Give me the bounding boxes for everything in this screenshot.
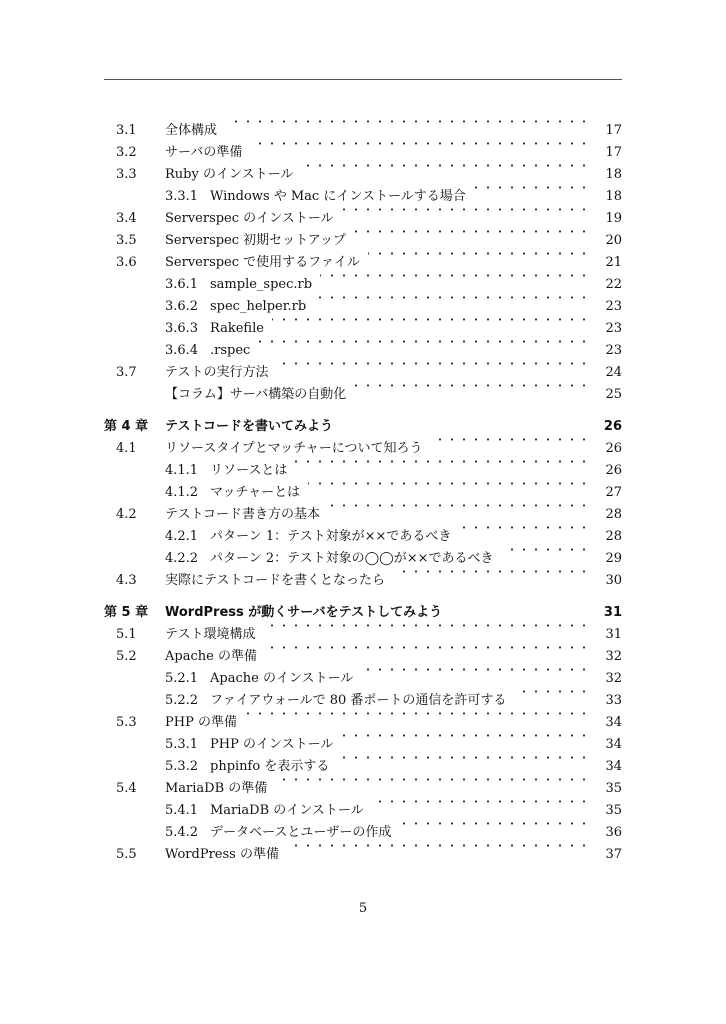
dot-leader <box>314 296 590 299</box>
section-number: 3.7 <box>116 365 137 380</box>
page-number: 21 <box>605 255 622 270</box>
toc-entry-3-5[interactable] <box>0 230 726 252</box>
section-title: Apache の準備 <box>165 649 257 664</box>
section-title: サーバの準備 <box>165 145 243 160</box>
chapter-number: 第 5 章 <box>104 605 149 620</box>
page-number: 18 <box>605 189 622 204</box>
page-number: 34 <box>605 715 622 730</box>
toc-entry-5-3-1[interactable] <box>0 734 726 756</box>
dot-leader <box>459 526 590 529</box>
toc-entry-4-2-2[interactable] <box>0 548 726 570</box>
subsection-number: 3.6.2 <box>165 299 199 314</box>
section-number: 4.3 <box>116 573 137 588</box>
dot-leader <box>301 164 590 167</box>
section-title: MariaDB の準備 <box>165 781 268 796</box>
subsection-title: MariaDB のインストール <box>210 803 364 818</box>
toc-entry-4-2[interactable] <box>0 504 726 526</box>
toc-entry-3-4[interactable] <box>0 208 726 230</box>
toc-entry-5-4-2[interactable] <box>0 822 726 844</box>
subsection-title: パターン 1：テスト対象が××であるべき <box>210 529 452 544</box>
section-title: テストの実行方法 <box>165 365 269 380</box>
page-number: 23 <box>605 343 622 358</box>
page-number: 28 <box>605 529 622 544</box>
dot-leader <box>337 756 590 759</box>
toc-entry-5-4-1[interactable] <box>0 800 726 822</box>
page-number: 17 <box>605 145 622 160</box>
toc-entry-3-1[interactable] <box>0 120 726 142</box>
subsection-number: 3.3.1 <box>165 189 199 204</box>
section-number: 3.4 <box>116 211 137 226</box>
subsection-title: phpinfo を表示する <box>210 759 330 774</box>
page-number: 24 <box>605 365 622 380</box>
toc-entry-4-3[interactable] <box>0 570 726 592</box>
page-number: 33 <box>605 693 622 708</box>
dot-leader <box>354 384 590 387</box>
dot-leader <box>250 142 590 145</box>
section-title: Serverspec 初期セットアップ <box>165 233 346 248</box>
dot-leader <box>263 624 590 627</box>
section-title: リソースタイプとマッチャーについて知ろう <box>165 441 423 456</box>
subsection-number: 5.4.1 <box>165 803 199 818</box>
section-number: 5.3 <box>116 715 137 730</box>
subsection-title: sample_spec.rb <box>210 277 313 292</box>
subsection-number: 5.2.2 <box>165 693 199 708</box>
page-number: 36 <box>605 825 622 840</box>
page-number: 23 <box>605 299 622 314</box>
dot-leader <box>342 208 590 211</box>
page-number: 19 <box>605 211 622 226</box>
page-number: 34 <box>605 759 622 774</box>
toc-entry-3-6-1[interactable] <box>0 274 726 296</box>
subsection-number: 5.2.1 <box>165 671 199 686</box>
dot-leader <box>502 548 590 551</box>
dot-leader <box>287 844 590 847</box>
subsection-number: 5.3.2 <box>165 759 199 774</box>
toc-entry-4-1-2[interactable] <box>0 482 726 504</box>
section-number: 3.5 <box>116 233 137 248</box>
dot-leader <box>368 252 590 255</box>
page-number: 26 <box>605 463 622 478</box>
page-number: 31 <box>603 605 622 620</box>
dot-leader <box>328 504 590 507</box>
toc-entry-4-1-1[interactable] <box>0 460 726 482</box>
toc-chapter-4[interactable] <box>0 416 726 438</box>
section-title: 実際にテストコードを書くとなったら <box>165 573 385 588</box>
dot-leader <box>431 438 590 441</box>
toc-entry-5-2[interactable] <box>0 646 726 668</box>
chapter-title: テストコードを書いてみよう <box>165 419 333 434</box>
page-number: 35 <box>605 803 622 818</box>
subsection-title: リソースとは <box>210 463 288 478</box>
page-number: 25 <box>605 387 622 402</box>
subsection-number: 4.2.2 <box>165 551 199 566</box>
toc-entry-3-6-4[interactable] <box>0 340 726 362</box>
toc-entry-5-1[interactable] <box>0 624 726 646</box>
section-number: 5.1 <box>116 627 137 642</box>
page-number: 27 <box>605 485 622 500</box>
subsection-title: Rakefile <box>210 321 264 336</box>
toc-entry-3-3[interactable] <box>0 164 726 186</box>
dot-leader <box>474 186 590 189</box>
subsection-title: マッチャーとは <box>210 485 301 500</box>
page-number: 18 <box>605 167 622 182</box>
section-number: 5.2 <box>116 649 137 664</box>
section-number: 4.2 <box>116 507 137 522</box>
subsection-title: データベースとユーザーの作成 <box>210 825 392 840</box>
dot-leader <box>308 482 590 485</box>
page-number: 23 <box>605 321 622 336</box>
dot-leader <box>225 120 590 123</box>
toc-entry-3-2[interactable] <box>0 142 726 164</box>
section-number: 3.1 <box>116 123 137 138</box>
toc-entry-column[interactable] <box>0 384 726 406</box>
section-title: テストコード書き方の基本 <box>165 507 320 522</box>
subsection-number: 4.1.2 <box>165 485 199 500</box>
subsection-title: ファイアウォールで 80 番ポートの通信を許可する <box>210 693 507 708</box>
dot-leader <box>354 230 590 233</box>
page-number: 22 <box>605 277 622 292</box>
section-title: Ruby のインストール <box>165 167 294 182</box>
page-footer-number: 5 <box>358 901 368 916</box>
page-number: 26 <box>603 419 622 434</box>
subsection-title: PHP のインストール <box>210 737 334 752</box>
dot-leader <box>258 340 590 343</box>
dot-leader <box>320 274 590 277</box>
subsection-title: .rspec <box>210 343 251 358</box>
section-title: テスト環境構成 <box>165 627 256 642</box>
dot-leader <box>372 800 590 803</box>
dot-leader <box>276 362 590 365</box>
section-number: 3.3 <box>116 167 137 182</box>
dot-leader <box>341 734 590 737</box>
subsection-number: 3.6.3 <box>165 321 199 336</box>
page-number: 32 <box>605 671 622 686</box>
section-number: 4.1 <box>116 441 137 456</box>
dot-leader <box>265 646 590 649</box>
subsection-number: 3.6.1 <box>165 277 199 292</box>
dot-leader <box>514 690 590 693</box>
section-title: WordPress の準備 <box>165 847 279 862</box>
section-number: 3.6 <box>116 255 137 270</box>
toc-entry-5-4[interactable] <box>0 778 726 800</box>
toc-entry-3-6[interactable] <box>0 252 726 274</box>
section-title: PHP の準備 <box>165 715 237 730</box>
chapter-title: WordPress が動くサーバをテストしてみよう <box>165 605 443 620</box>
section-title: 全体構成 <box>165 123 218 138</box>
toc-entry-3-7[interactable] <box>0 362 726 384</box>
dot-leader <box>272 318 590 321</box>
dot-leader <box>295 460 590 463</box>
subsection-number: 4.2.1 <box>165 529 199 544</box>
toc-entry-5-3-2[interactable] <box>0 756 726 778</box>
dot-leader <box>399 822 590 825</box>
dot-leader <box>393 570 590 573</box>
dot-leader <box>245 712 590 715</box>
subsection-title: Windows や Mac にインストールする場合 <box>210 189 466 204</box>
column-title: 【コラム】サーバ構築の自動化 <box>165 387 347 402</box>
subsection-title: spec_helper.rb <box>210 299 307 314</box>
page-number: 28 <box>605 507 622 522</box>
page-number: 26 <box>605 441 622 456</box>
section-title: Serverspec で使用するファイル <box>165 255 360 270</box>
subsection-number: 5.4.2 <box>165 825 199 840</box>
page-number: 32 <box>605 649 622 664</box>
section-title: Serverspec のインストール <box>165 211 334 226</box>
dot-leader <box>275 778 590 781</box>
toc-entry-3-3-1[interactable] <box>0 186 726 208</box>
page-number: 30 <box>605 573 622 588</box>
toc-entry-4-1[interactable] <box>0 438 726 460</box>
page-number: 35 <box>605 781 622 796</box>
page-number: 34 <box>605 737 622 752</box>
chapter-number: 第 4 章 <box>104 419 149 434</box>
page-number: 17 <box>605 123 622 138</box>
toc-chapter-5[interactable] <box>0 602 726 624</box>
page-number: 29 <box>605 551 622 566</box>
toc-entry-5-3[interactable] <box>0 712 726 734</box>
subsection-title: パターン 2：テスト対象の◯◯が××であるべき <box>210 551 494 566</box>
section-number: 5.5 <box>116 847 137 862</box>
subsection-number: 3.6.4 <box>165 343 199 358</box>
toc-entry-5-2-2[interactable] <box>0 690 726 712</box>
page-number: 37 <box>605 847 622 862</box>
section-number: 3.2 <box>116 145 137 160</box>
page-number: 20 <box>605 233 622 248</box>
toc-entry-5-2-1[interactable] <box>0 668 726 690</box>
toc-entry-4-2-1[interactable] <box>0 526 726 548</box>
section-number: 5.4 <box>116 781 137 796</box>
subsection-number: 5.3.1 <box>165 737 199 752</box>
toc-entry-3-6-2[interactable] <box>0 296 726 318</box>
toc-entry-5-5[interactable] <box>0 844 726 866</box>
subsection-title: Apache のインストール <box>210 671 354 686</box>
page-number: 31 <box>605 627 622 642</box>
dot-leader <box>361 668 590 671</box>
subsection-number: 4.1.1 <box>165 463 199 478</box>
toc-entry-3-6-3[interactable] <box>0 318 726 340</box>
